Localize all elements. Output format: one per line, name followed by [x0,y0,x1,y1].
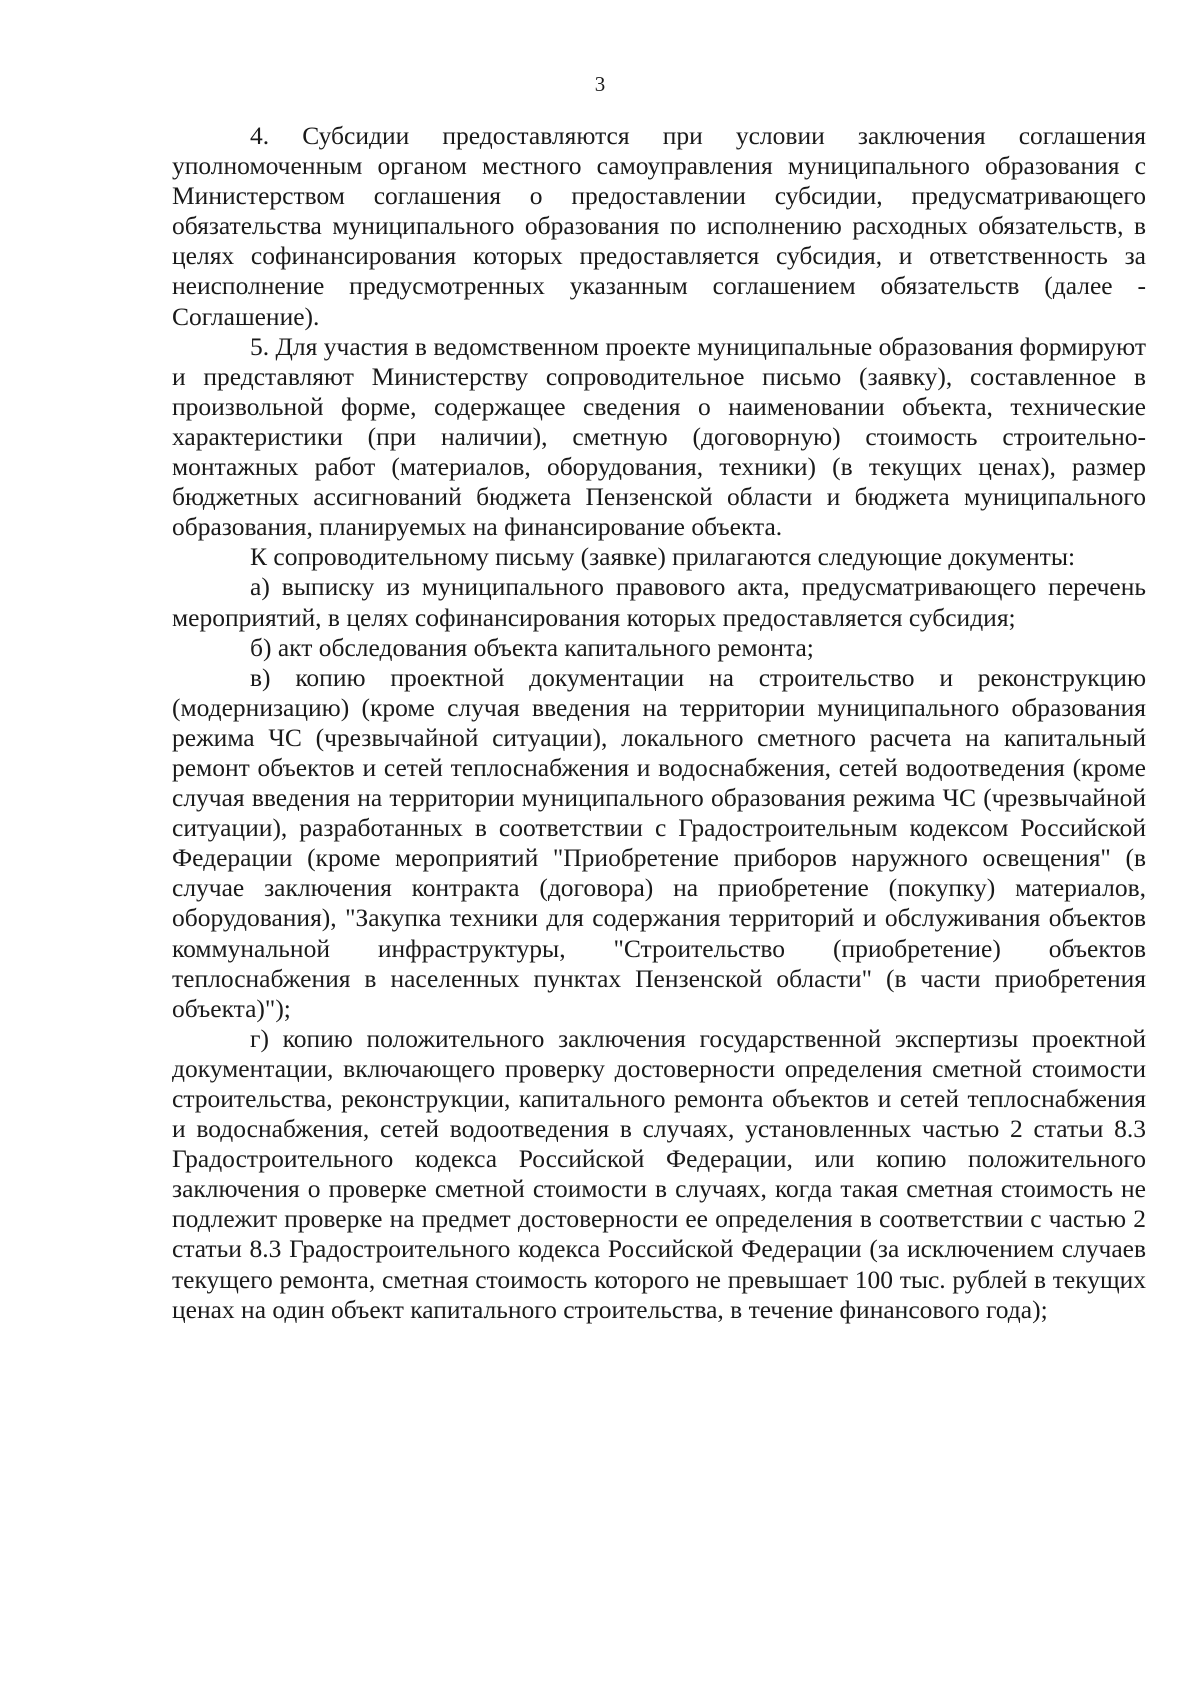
page-number: 3 [594,72,606,96]
document-body [172,121,1146,1325]
list-item-g: г) копию положительного заключения государственной экспертизы проектной документации, включающего проверку достоверности определения сметной стоимости строительства, реконструкции, капитального ремонта объектов и сетей теплоснабжения и водоснабжения, сетей водоотведения в случаях, установленных частью 2 статьи 8.3 Градостроительного кодекса Российской Федерации, или копию положительного заключения о проверке сметной стоимости в случаях, когда такая сметная стоимость не подлежит проверке на предмет достоверности ее определения в соответствии с частью 2 статьи 8.3 Градостроительного кодекса Российской Федерации (за исключением случаев текущего ремонта, сметная стоимость которого не превышает 100 тыс. рублей в текущих ценах на один объект капитального строительства, в течение финансового года); [172,1023,1146,1324]
paragraph-attachments-intro: К сопроводительному письму (заявке) прилагаются следующие документы: [250,542,1076,572]
list-item-v: в) копию проектной документации на строительство и реконструкцию (модернизацию) (кроме случая введения на территории муниципального образования режима ЧС (чрезвычайной ситуации), локального сметного расчета на капитальный ремонт объектов и сетей теплоснабжения и водоснабжения, сетей водоотведения (кроме случая введения на территории муниципального образования режима ЧС (чрезвычайной ситуации), разработанных в соответствии с Градостроительным кодексом Российской Федерации (кроме мероприятий "Приобретение приборов наружного освещения" (в случае заключения контракта (договора) на приобретение (покупку) материалов, оборудования), "Закупка техники для содержания территорий и обслуживания объектов коммунальной инфраструктуры, "Строительство (приобретение) объектов теплоснабжения в населенных пунктах Пензенской области" (в части приобретения объекта)"); [172,662,1146,1023]
list-item-b: б) акт обследования объекта капитального ремонта; [250,632,814,662]
list-item-a: а) выписку из муниципального правового акта, предусматривающего перечень мероприятий, в целях софинансирования которых предоставляется субсидия; [172,572,1146,632]
paragraph-subsidy-conditions: 4. Субсидии предоставляются при условии заключения соглашения уполномоченным органом местного самоуправления муниципального образования с Министерством соглашения о предоставлении субсидии, предусматривающего обязательства муниципального образования по исполнению расходных обязательств, в целях софинансирования которых предоставляется субсидия, и ответственность за неисполнение предусмотренных указанным соглашением обязательств (далее - Соглашение). [172,121,1146,331]
paragraph-participation: 5. Для участия в ведомственном проекте муниципальные образования формируют и представляют Министерству сопроводительное письмо (заявку), составленное в произвольной форме, содержащее сведения о наименовании объекта, технические характеристики (при наличии), сметную (договорную) стоимость строительно-монтажных работ (материалов, оборудования, техники) (в текущих ценах), размер бюджетных ассигнований бюджета Пензенской области и бюджета муниципального образования, планируемых на финансирование объекта. [172,331,1146,542]
